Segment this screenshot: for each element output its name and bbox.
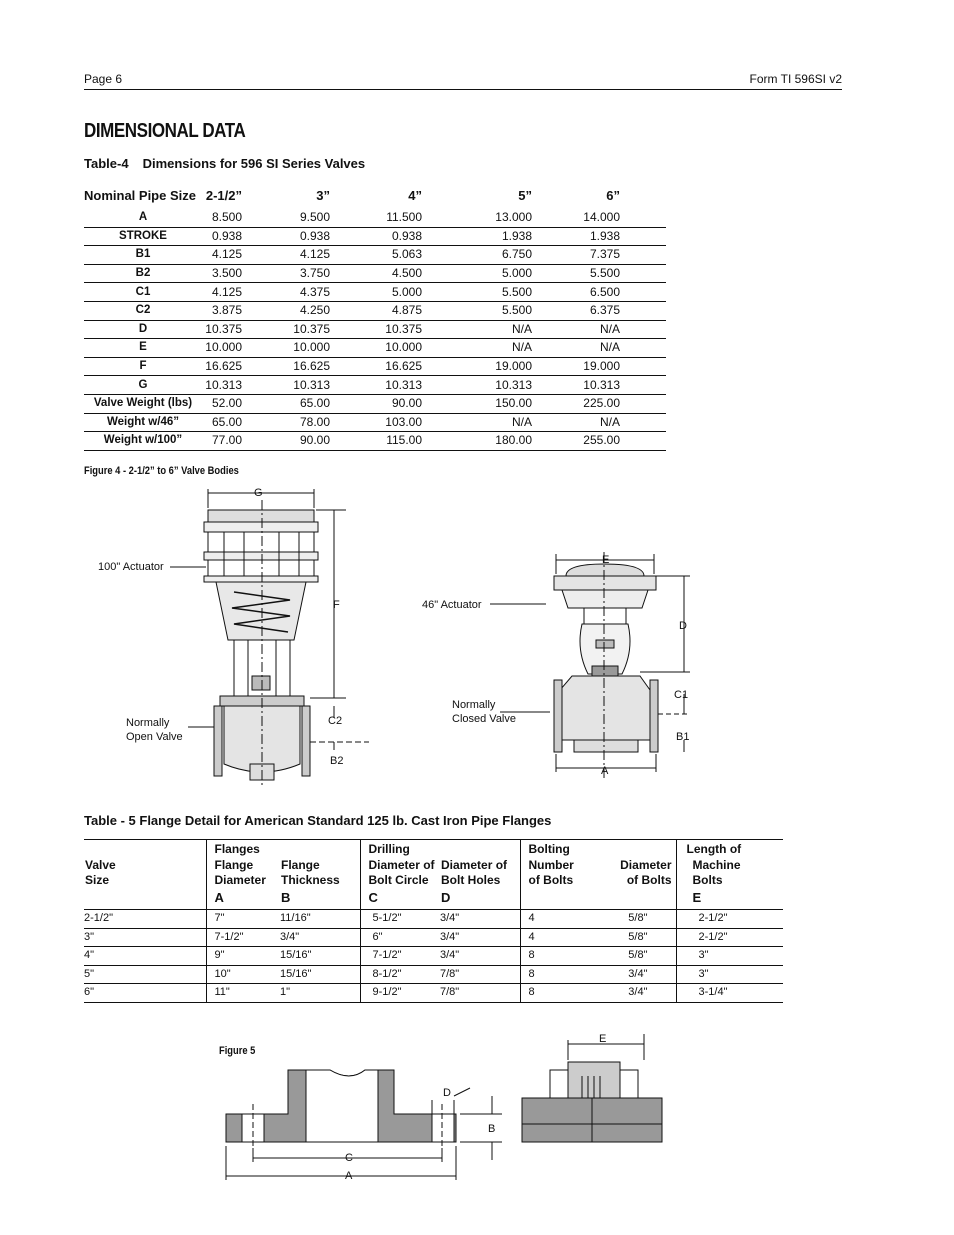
col-header-3in: 3” (316, 188, 330, 203)
valve-size-cell: 4" (84, 947, 206, 966)
bolt-circle-cell: 8-1/2" (360, 965, 440, 984)
dim-g-label: G (254, 487, 263, 499)
row-pad (620, 227, 666, 246)
row-pad (620, 320, 666, 339)
dimension-value: N/A (532, 413, 620, 432)
dimension-row (84, 209, 666, 227)
flange-row (84, 928, 783, 947)
col-header-4in: 4” (408, 188, 422, 203)
dimension-label: D (84, 320, 202, 339)
dimension-value: 4.875 (330, 301, 422, 320)
valve-size-h1: Valve (85, 858, 116, 872)
dimension-value: 13.000 (422, 209, 532, 227)
dimension-label: STROKE (84, 227, 202, 246)
dimension-value: 77.00 (202, 432, 242, 451)
section-title: DIMENSIONAL DATA (84, 120, 246, 142)
normally-open-label-1: Normally (126, 717, 170, 729)
dimension-value: 19.000 (422, 357, 532, 376)
bolt-diameter-cell: 3/4" (614, 984, 676, 1003)
machine-bolt-length-cell: 2-1/2" (676, 910, 783, 929)
dimension-label: F (84, 357, 202, 376)
dimension-row (84, 246, 666, 265)
header-rule (84, 89, 842, 90)
bolt-holes-h2: Bolt Holes (441, 873, 501, 887)
dimension-value: 90.00 (330, 394, 422, 413)
dimension-row (84, 432, 666, 451)
table4-caption-text: Dimensions for 596 SI Series Valves (142, 156, 366, 171)
bolt-diameter-h2: of Bolts (626, 873, 672, 887)
machine-bolt-length-cell: 3" (676, 965, 783, 984)
dimension-value: 5.063 (330, 246, 422, 265)
dimension-label: G (84, 376, 202, 395)
dimension-row (84, 339, 666, 358)
dimension-value: 103.00 (330, 413, 422, 432)
flange-sub-header (84, 857, 783, 889)
dimension-value: 5.000 (422, 264, 532, 283)
number-of-bolts-cell: 8 (520, 965, 614, 984)
flange-thickness-cell: 1" (280, 984, 360, 1003)
row-pad (620, 339, 666, 358)
bolt-diameter-cell: 5/8" (614, 928, 676, 947)
dimension-value: 10.375 (242, 320, 330, 339)
dimension-label: E (84, 339, 202, 358)
flange-diameter-cell: 10" (206, 965, 280, 984)
dim-d-label: D (679, 620, 687, 632)
dimension-label: Weight w/46” (84, 413, 202, 432)
row-pad (620, 246, 666, 265)
table5-caption: Table - 5 Flange Detail for American Standard 125 lb. Cast Iron Pipe Flanges (84, 813, 552, 828)
dimension-row (84, 227, 666, 246)
dimension-row (84, 394, 666, 413)
dim-c2-label: C2 (328, 715, 343, 727)
bolt-diameter-h1: Diameter (620, 858, 672, 872)
col-header-6in: 6” (606, 188, 620, 203)
bolt-diameter-cell: 5/8" (614, 947, 676, 966)
bolt-circle-cell: 7-1/2" (360, 947, 440, 966)
letter-d: D (441, 890, 451, 905)
group-length: Length of (676, 840, 783, 858)
dimension-label: A (84, 209, 202, 227)
row-pad (620, 283, 666, 302)
figure5-caption: Figure 5 (219, 1045, 256, 1057)
flange-thickness-cell: 15/16" (280, 965, 360, 984)
dimension-row (84, 264, 666, 283)
dimension-value: 65.00 (202, 413, 242, 432)
machine-bolts-h2: Bolts (692, 873, 723, 887)
dimension-label: C1 (84, 283, 202, 302)
bolt-holes-h1: Diameter of (441, 858, 508, 872)
dimension-row (84, 357, 666, 376)
dimension-value: 10.313 (330, 376, 422, 395)
dimension-value: 10.313 (202, 376, 242, 395)
row-pad (620, 432, 666, 451)
dimension-value: 5.500 (532, 264, 620, 283)
dimension-value: 6.750 (422, 246, 532, 265)
dimension-label: B1 (84, 246, 202, 265)
dimension-value: 5.500 (422, 283, 532, 302)
dim-f-label: F (333, 599, 340, 611)
number-bolts-h2: of Bolts (528, 873, 574, 887)
dimension-value: 4.125 (202, 283, 242, 302)
group-bolting: Bolting (520, 840, 676, 858)
figure5-flange-drawing (220, 1030, 670, 1185)
bolt-diameter-cell: 5/8" (614, 910, 676, 929)
flange-diameter-cell: 11" (206, 984, 280, 1003)
dimension-value: 16.625 (242, 357, 330, 376)
dimension-value: 90.00 (242, 432, 330, 451)
dimension-value: 3.750 (242, 264, 330, 283)
flange-thickness-cell: 3/4" (280, 928, 360, 947)
valve-size-h2: Size (85, 873, 110, 887)
dimension-value: 11.500 (330, 209, 422, 227)
dimension-value: 1.938 (532, 227, 620, 246)
row-pad (620, 394, 666, 413)
dimension-value: 10.000 (242, 339, 330, 358)
flange-group-header (84, 840, 783, 858)
dimension-value: 4.375 (242, 283, 330, 302)
flange-thickness-h2: Thickness (281, 873, 340, 887)
dimension-value: 0.938 (242, 227, 330, 246)
dimension-value: N/A (422, 339, 532, 358)
dimension-value: 5.000 (330, 283, 422, 302)
dimension-value: 10.313 (422, 376, 532, 395)
flange-letter-header (84, 889, 783, 910)
row-pad (620, 376, 666, 395)
actuator-46-label: 46" Actuator (422, 599, 482, 611)
dimension-value: 3.875 (202, 301, 242, 320)
dimension-value: 0.938 (330, 227, 422, 246)
row-pad (620, 209, 666, 227)
dim-a-label: A (601, 765, 609, 777)
actuator-46-drawing (554, 564, 658, 752)
machine-bolt-length-cell: 3-1/4" (676, 984, 783, 1003)
dimension-value: 225.00 (532, 394, 620, 413)
figure4-valve-drawing (84, 480, 724, 790)
number-of-bolts-cell: 4 (520, 910, 614, 929)
dim-b1-label: B1 (676, 731, 690, 743)
valve-size-cell: 5" (84, 965, 206, 984)
dimension-value: 10.313 (242, 376, 330, 395)
bolt-holes-cell: 3/4" (440, 910, 520, 929)
dimension-row (84, 376, 666, 395)
number-of-bolts-cell: 8 (520, 947, 614, 966)
flange-thickness-h1: Flange (281, 858, 320, 872)
dimension-value: 1.938 (422, 227, 532, 246)
row-pad (620, 357, 666, 376)
dimension-value: 4.500 (330, 264, 422, 283)
dimension-value: 255.00 (532, 432, 620, 451)
form-number: Form TI 596SI v2 (749, 72, 842, 86)
number-of-bolts-cell: 8 (520, 984, 614, 1003)
flange-diameter-cell: 7" (206, 910, 280, 929)
valve-size-cell: 6" (84, 984, 206, 1003)
dimension-value: 10.000 (202, 339, 242, 358)
flange-row (84, 910, 783, 929)
fig5-dim-d-label: D (443, 1087, 451, 1099)
dimension-value: N/A (532, 320, 620, 339)
row-pad (620, 413, 666, 432)
flange-row (84, 947, 783, 966)
dimension-label: B2 (84, 264, 202, 283)
bolt-holes-cell: 3/4" (440, 947, 520, 966)
bolt-circle-cell: 9-1/2" (360, 984, 440, 1003)
dimension-row (84, 301, 666, 320)
figure4-caption: Figure 4 - 2-1/2” to 6” Valve Bodies (84, 465, 239, 477)
bolt-circle-cell: 6" (360, 928, 440, 947)
dimension-row (84, 283, 666, 302)
group-drilling: Drilling (360, 840, 520, 858)
dimension-value: 10.375 (202, 320, 242, 339)
dimension-label: C2 (84, 301, 202, 320)
row-pad (620, 264, 666, 283)
fig5-dim-c-label: C (345, 1152, 353, 1164)
dimension-value: 3.500 (202, 264, 242, 283)
flange-diameter-cell: 9" (206, 947, 280, 966)
dimension-value: N/A (422, 413, 532, 432)
fig5-dim-a-label: A (345, 1170, 353, 1182)
row-pad (620, 301, 666, 320)
valve-size-cell: 2-1/2" (84, 910, 206, 929)
flange-diameter-h2: Diameter (214, 873, 266, 887)
dimension-value: 16.625 (202, 357, 242, 376)
fig5-dim-e-label: E (599, 1033, 607, 1045)
fig5-dim-b-label: B (488, 1123, 496, 1135)
dimension-value: 4.250 (242, 301, 330, 320)
flange-thickness-cell: 11/16" (280, 910, 360, 929)
col-header-5in: 5” (518, 188, 532, 203)
machine-bolt-length-cell: 2-1/2" (676, 928, 783, 947)
normally-open-label-2: Open Valve (126, 731, 183, 743)
dimension-value: 0.938 (202, 227, 242, 246)
normally-closed-label-1: Normally (452, 699, 496, 711)
dimension-value: 52.00 (202, 394, 242, 413)
dimension-value: 14.000 (532, 209, 620, 227)
dimension-value: 6.500 (532, 283, 620, 302)
col-header-2-5in: 2-1/2” (205, 188, 242, 203)
bolt-diameter-cell: 3/4" (614, 965, 676, 984)
col-header-pipe-size: Nominal Pipe Size (84, 188, 196, 203)
number-bolts-h1: Number (528, 858, 574, 872)
dimension-value: 150.00 (422, 394, 532, 413)
flange-row (84, 965, 783, 984)
dimensions-table (84, 186, 666, 451)
dimension-value: N/A (422, 320, 532, 339)
dimension-value: 10.000 (330, 339, 422, 358)
dimension-label: Weight w/100” (84, 432, 202, 451)
dimension-value: 19.000 (532, 357, 620, 376)
bolt-holes-cell: 7/8" (440, 965, 520, 984)
dimension-value: 180.00 (422, 432, 532, 451)
dimension-value: N/A (532, 339, 620, 358)
dimension-value: 5.500 (422, 301, 532, 320)
actuator-100-label: 100" Actuator (98, 561, 164, 573)
flange-diameter-h1: Flange (214, 858, 254, 872)
normally-closed-label-2: Closed Valve (452, 713, 516, 725)
table4-caption-num: Table-4 (84, 156, 129, 171)
dim-c1-label: C1 (674, 689, 689, 701)
dimension-value: 115.00 (330, 432, 422, 451)
flange-diameter-cell: 7-1/2" (206, 928, 280, 947)
letter-a: A (206, 889, 280, 910)
dim-e-label: E (602, 554, 610, 566)
table4-caption (84, 156, 365, 171)
valve-size-cell: 3" (84, 928, 206, 947)
dimension-value: 7.375 (532, 246, 620, 265)
flange-detail-table (84, 839, 783, 1003)
dimension-value: 9.500 (242, 209, 330, 227)
dimension-row (84, 320, 666, 339)
dimension-value: 6.375 (532, 301, 620, 320)
bolt-circle-cell: 5-1/2" (360, 910, 440, 929)
bolt-holes-cell: 3/4" (440, 928, 520, 947)
group-flanges: Flanges (206, 840, 360, 858)
letter-c: C (360, 889, 440, 910)
dimension-value: 4.125 (202, 246, 242, 265)
letter-b: B (281, 890, 291, 905)
bolt-circle-h2: Bolt Circle (368, 873, 429, 887)
dimension-label: Valve Weight (lbs) (84, 394, 202, 413)
dimensions-table-header (84, 186, 666, 209)
actuator-100-drawing (204, 510, 318, 780)
dimension-row (84, 413, 666, 432)
flange-row (84, 984, 783, 1003)
dimension-value: 78.00 (242, 413, 330, 432)
dimension-value: 10.313 (532, 376, 620, 395)
machine-bolts-h1: Machine (692, 858, 741, 872)
dimension-value: 10.375 (330, 320, 422, 339)
machine-bolt-length-cell: 3" (676, 947, 783, 966)
number-of-bolts-cell: 4 (520, 928, 614, 947)
flange-thickness-cell: 15/16" (280, 947, 360, 966)
page-number: Page 6 (84, 72, 123, 86)
dimension-value: 4.125 (242, 246, 330, 265)
bolt-circle-h1: Diameter of (368, 858, 435, 872)
dimension-value: 16.625 (330, 357, 422, 376)
letter-e: E (676, 889, 783, 910)
dim-b2-label: B2 (330, 755, 344, 767)
dimension-value: 65.00 (242, 394, 330, 413)
bolt-holes-cell: 7/8" (440, 984, 520, 1003)
dimension-value: 8.500 (202, 209, 242, 227)
